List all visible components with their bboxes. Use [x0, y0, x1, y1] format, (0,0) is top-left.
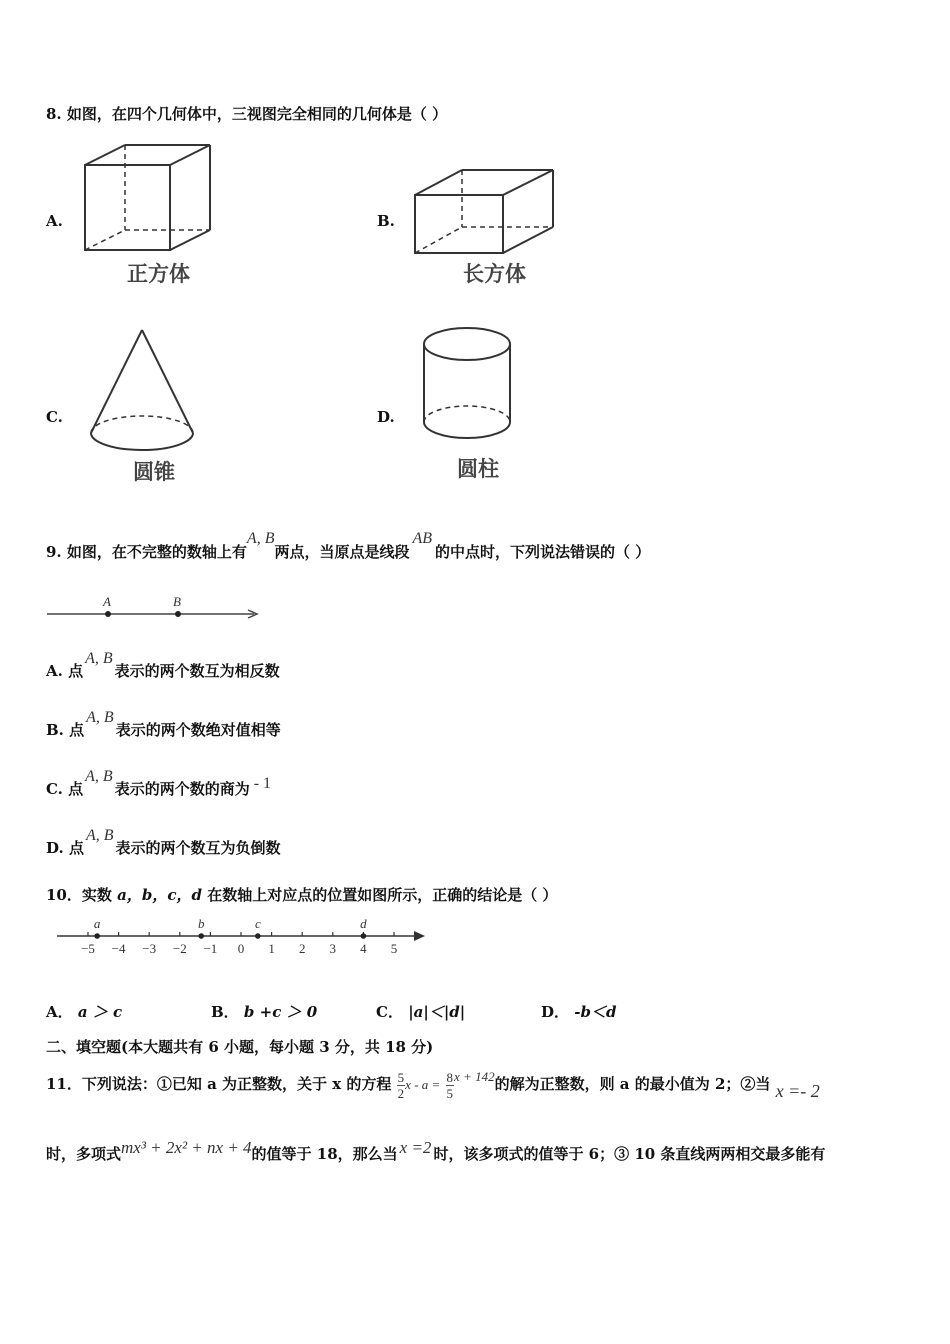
question-10-stem	[46, 884, 557, 905]
option-math: A, B	[86, 709, 114, 726]
option-label: A．	[46, 1003, 73, 1021]
q9-option-a	[46, 650, 280, 681]
option-text: |a|＜|d|	[408, 1003, 466, 1021]
fraction-5-2	[397, 1070, 406, 1101]
q10-stem-prefix: 实数	[81, 886, 112, 904]
point-b-label: B	[173, 594, 181, 609]
tick-label: 5	[390, 941, 398, 956]
option-prefix: 点	[69, 721, 85, 739]
tick-label: 1	[268, 941, 275, 956]
option-label: D．	[541, 1003, 570, 1021]
cube-caption: 正方体	[127, 262, 190, 286]
q9-segment-ab: AB	[412, 530, 433, 547]
q8-option-a-label: A.	[46, 212, 63, 230]
tick-label: 2	[298, 941, 306, 956]
question-number: 9.	[46, 543, 62, 561]
q8-option-b-label: B.	[377, 212, 395, 230]
question-11-line-2	[46, 1139, 825, 1169]
equation-end: x + 142	[454, 1069, 495, 1084]
section-2-title: 二、填空题(本大题共有 6 小题，每小题 3 分，共 18 分)	[46, 1038, 434, 1056]
point-a-label: A	[103, 594, 111, 609]
tick-label: −2	[172, 941, 187, 956]
option-text: 表示的两个数绝对值相等	[115, 721, 281, 739]
option-label: C．	[376, 1003, 403, 1021]
option-prefix: 点	[68, 662, 84, 680]
option-label: A.	[46, 662, 63, 680]
q9-number-line	[44, 592, 264, 624]
cone-caption: 圆锥	[133, 460, 175, 484]
option-prefix: 点	[68, 839, 84, 857]
q10-vars: a，b，c，d	[117, 886, 202, 904]
q8-option-c-label: C.	[46, 408, 63, 426]
x-equals-2: x =2	[399, 1138, 432, 1157]
question-number: 8.	[46, 105, 62, 123]
point-label-b: b	[197, 916, 205, 931]
fraction-numerator: 5	[397, 1069, 405, 1085]
option-text: 表示的两个数互为负倒数	[115, 839, 281, 857]
option-math: A, B	[85, 768, 113, 785]
point-a	[94, 933, 100, 939]
question-8-stem	[46, 103, 447, 124]
option-label: D.	[46, 839, 64, 857]
axis-arrow	[414, 931, 425, 941]
option-label: B.	[46, 721, 64, 739]
tick-label: 3	[329, 941, 337, 956]
q9-stem-text-3: 的中点时，下列说法错误的（ ）	[435, 543, 651, 561]
q9-points-ab: A, B	[246, 530, 275, 547]
question-text: 如图，在四个几何体中，三视图完全相同的几何体是（ ）	[66, 105, 448, 123]
question-number: 10．	[46, 886, 82, 904]
cylinder-icon	[418, 322, 518, 452]
cylinder-caption: 圆柱	[457, 457, 499, 481]
q9-option-c	[46, 768, 272, 799]
option-text: 表示的两个数的商为	[114, 780, 250, 798]
option-label: C.	[46, 780, 63, 798]
cuboid-caption: 长方体	[463, 262, 526, 286]
option-text: -b＜d	[574, 1003, 617, 1021]
tick-label: −4	[111, 941, 126, 956]
q10-option-d	[541, 1001, 616, 1022]
point-label-a: a	[93, 916, 101, 931]
point-label-c: c	[254, 916, 261, 931]
point-b	[198, 933, 204, 939]
question-9-stem	[46, 530, 651, 562]
tick-label: 0	[237, 941, 245, 956]
option-text: 表示的两个数互为相反数	[114, 662, 280, 680]
q9-option-b	[46, 709, 281, 740]
q11-text-4: 的值等于 18，那么当	[251, 1145, 398, 1163]
q9-stem-text-2: 两点，当原点是线段	[274, 543, 410, 561]
q11-text-1: 下列说法：①已知 a 为正整数，关于 x 的方程	[81, 1075, 392, 1093]
option-suffix: - 1	[253, 775, 272, 792]
point-a	[105, 611, 111, 617]
x-equals-neg-2: x =- 2	[775, 1081, 820, 1101]
equation-middle: x - a =	[405, 1077, 441, 1092]
point-c	[255, 933, 261, 939]
option-label: B．	[211, 1003, 239, 1021]
tick-label: −1	[203, 941, 218, 956]
q10-option-b	[211, 1001, 317, 1022]
tick-label: −3	[142, 941, 157, 956]
cone-icon	[85, 325, 200, 455]
question-number: 11．	[46, 1075, 82, 1093]
q10-stem-suffix: 在数轴上对应点的位置如图所示，正确的结论是（ ）	[207, 886, 558, 904]
q11-text-2: 的解为正整数，则 a 的最小值为 2；②当	[494, 1075, 771, 1093]
q10-option-a	[46, 1001, 122, 1022]
option-prefix: 点	[68, 780, 84, 798]
q10-number-line	[52, 915, 432, 960]
option-math: A, B	[85, 650, 113, 667]
fraction-numerator: 8	[446, 1069, 454, 1085]
fraction-8-5	[446, 1070, 455, 1101]
option-text: b +c ＞ 0	[243, 1003, 318, 1021]
tick-label: 4	[360, 941, 367, 956]
q9-option-d	[46, 827, 281, 858]
q11-text-3: 时，多项式	[46, 1145, 122, 1163]
fraction-denominator: 5	[446, 1085, 454, 1101]
q10-option-c	[376, 1001, 465, 1022]
question-11-line-1	[46, 1063, 820, 1103]
point-b	[175, 611, 181, 617]
cuboid-icon	[410, 165, 560, 260]
option-math: A, B	[85, 827, 114, 844]
polynomial: mx³ + 2x² + nx + 4	[121, 1138, 252, 1157]
q8-option-d-label: D.	[377, 408, 395, 426]
tick-label: −5	[81, 941, 95, 956]
fraction-denominator: 2	[397, 1085, 405, 1101]
point-d	[361, 933, 367, 939]
point-label-d: d	[360, 916, 367, 931]
option-text: a ＞ c	[77, 1003, 123, 1021]
q11-text-5: 时，该多项式的值等于 6；③ 10 条直线两两相交最多能有	[433, 1145, 826, 1163]
q9-stem-text-1: 如图，在不完整的数轴上有	[66, 543, 247, 561]
